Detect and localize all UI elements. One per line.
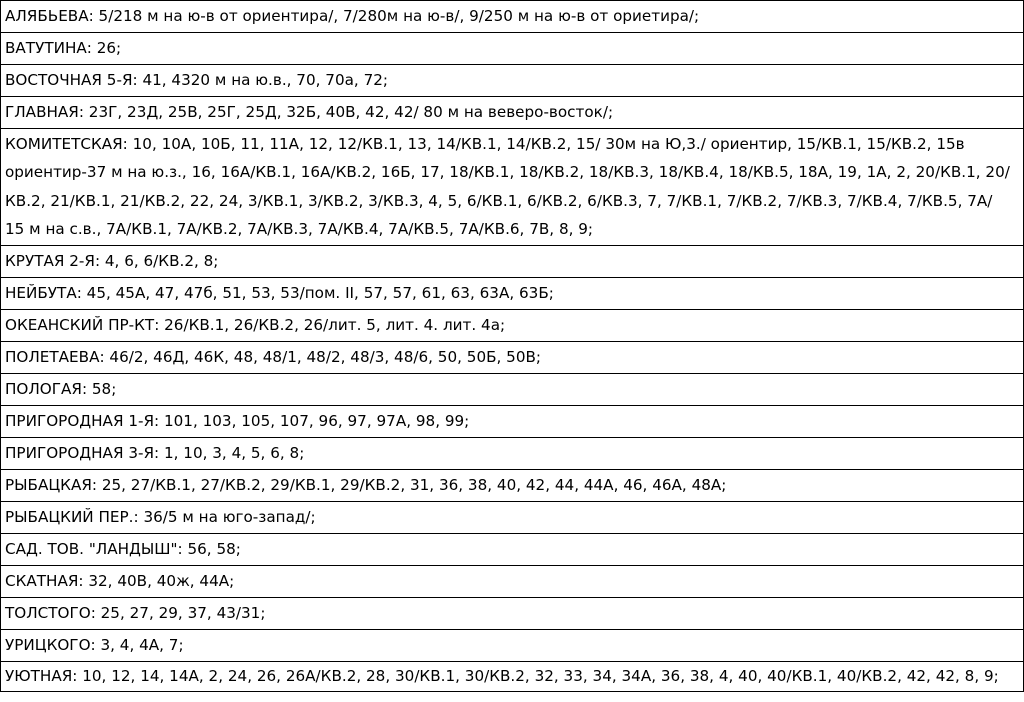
table-row: ПРИГОРОДНАЯ 3-Я: 1, 10, 3, 4, 5, 6, 8; — [1, 438, 1023, 470]
table-row: КРУТАЯ 2-Я: 4, 6, 6/КВ.2, 8; — [1, 246, 1023, 278]
table-row: АЛЯБЬЕВА: 5/218 м на ю-в от ориентира/, 7/280м на ю-в/, 9/250 м на ю-в от ориетира/; — [1, 1, 1023, 33]
table-row: ГЛАВНАЯ: 23Г, 23Д, 25В, 25Г, 25Д, 32Б, 40В, 42, 42/ 80 м на веверо-восток/; — [1, 97, 1023, 129]
table-row: ПОЛЕТАЕВА: 46/2, 46Д, 46К, 48, 48/1, 48/2, 48/3, 48/6, 50, 50Б, 50В; — [1, 342, 1023, 374]
table-row: ВАТУТИНА: 26; — [1, 33, 1023, 65]
table-row: УРИЦКОГО: 3, 4, 4А, 7; — [1, 630, 1023, 662]
table-row: ВОСТОЧНАЯ 5-Я: 41, 4320 м на ю.в., 70, 70а, 72; — [1, 65, 1023, 97]
table-row: САД. ТОВ. "ЛАНДЫШ": 56, 58; — [1, 534, 1023, 566]
table-row: УЮТНАЯ: 10, 12, 14, 14А, 2, 24, 26, 26А/КВ.2, 28, 30/КВ.1, 30/КВ.2, 32, 33, 34, 34А, 36, 38, 4, 40, 40/КВ.1, 40/КВ.2, 42, 42, 8, 9; — [1, 662, 1023, 693]
table-row: ТОЛСТОГО: 25, 27, 29, 37, 43/31; — [1, 598, 1023, 630]
table-row: ПРИГОРОДНАЯ 1-Я: 101, 103, 105, 107, 96, 97, 97А, 98, 99; — [1, 406, 1023, 438]
table-row: НЕЙБУТА: 45, 45А, 47, 47б, 51, 53, 53/пом. II, 57, 57, 61, 63, 63А, 63Б; — [1, 278, 1023, 310]
table-row: РЫБАЦКИЙ ПЕР.: 36/5 м на юго-запад/; — [1, 502, 1023, 534]
table-row: ПОЛОГАЯ: 58; — [1, 374, 1023, 406]
table-row: РЫБАЦКАЯ: 25, 27/КВ.1, 27/КВ.2, 29/КВ.1, 29/КВ.2, 31, 36, 38, 40, 42, 44, 44А, 46, 46А, 48А; — [1, 470, 1023, 502]
table-row: СКАТНАЯ: 32, 40В, 40ж, 44А; — [1, 566, 1023, 598]
table-row: КОМИТЕТСКАЯ: 10, 10А, 10Б, 11, 11А, 12, 12/КВ.1, 13, 14/КВ.1, 14/КВ.2, 15/ 30м на Ю,3./ ориентир, 15/КВ.1, 15/КВ.2, 15в ориентир-37 м на ю.з., 16, 16А/КВ.1, 16А/КВ.2, 16Б, 17, 18/КВ.1, 18/КВ.2, 18/КВ.3, 18/КВ.4, 18/КВ.5, 18А, 19, 1А, 2, 20/КВ.1, 20/КВ.2, 21/КВ.1, 21/КВ.2, 22, 24, 3/КВ.1, 3/КВ.2, 3/КВ.3, 4, 5, 6/КВ.1, 6/КВ.2, 6/КВ.3, 7, 7/КВ.1, 7/КВ.2, 7/КВ.3, 7/КВ.4, 7/КВ.5, 7А/ 15 м на с.в., 7А/КВ.1, 7А/КВ.2, 7А/КВ.3, 7А/КВ.4, 7А/КВ.5, 7А/КВ.6, 7В, 8, 9; — [1, 129, 1023, 246]
table-row: ОКЕАНСКИЙ ПР-КТ: 26/КВ.1, 26/КВ.2, 26/лит. 5, лит. 4. лит. 4а; — [1, 310, 1023, 342]
